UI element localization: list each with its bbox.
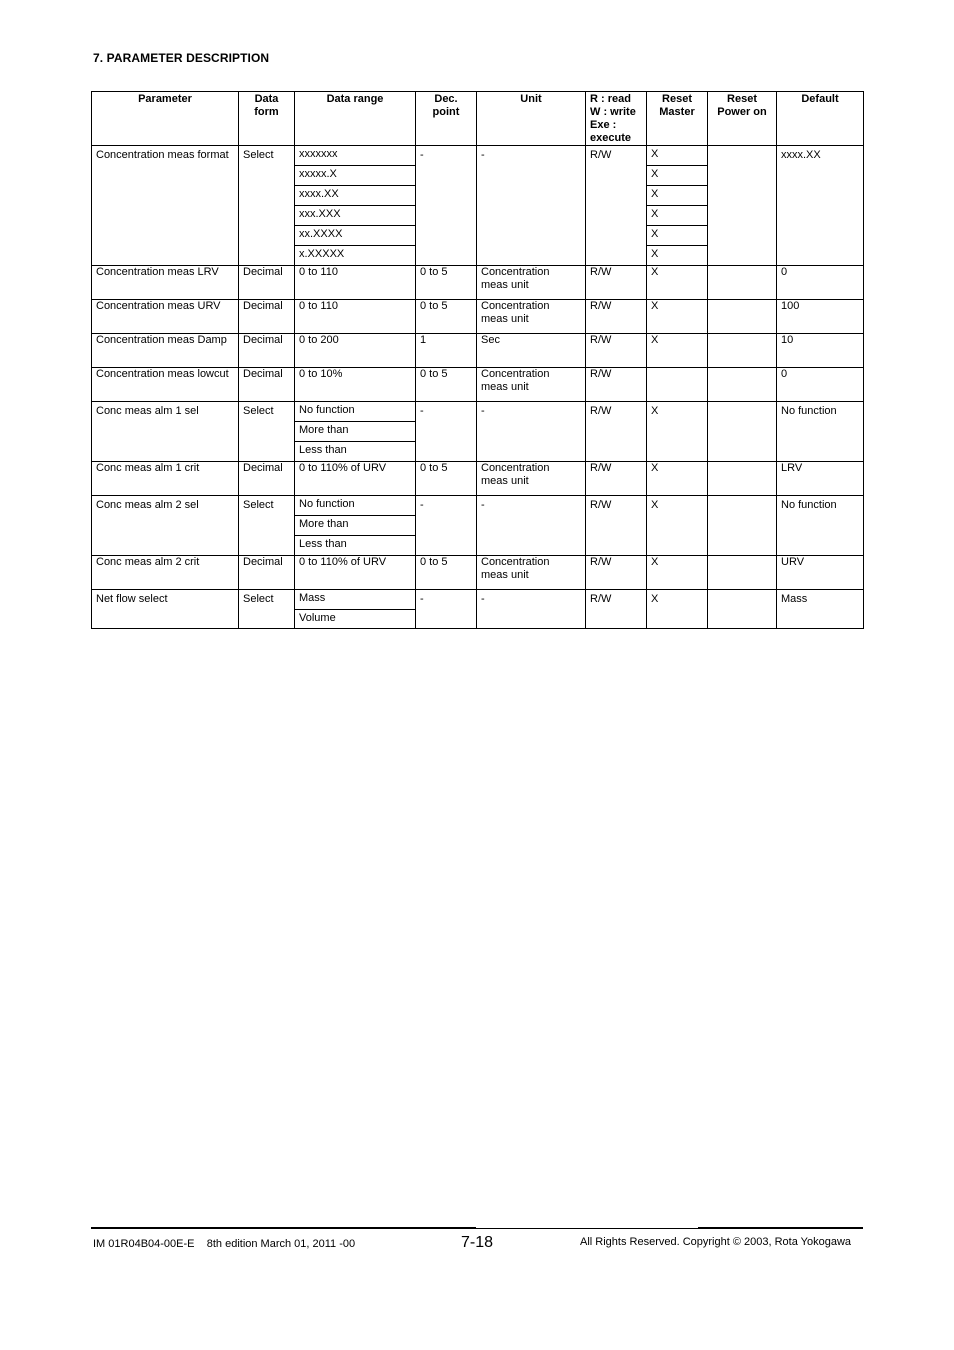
data-range-option: Mass	[295, 590, 415, 610]
reset-master-mark: X	[651, 462, 659, 474]
header-reset-power-on: Reset Power on	[708, 92, 777, 146]
unit: Concentration meas unit	[481, 266, 550, 291]
data-range-option: xxxxxxx	[295, 146, 415, 166]
reset-master-mark: X	[651, 266, 659, 278]
table-row	[92, 266, 864, 300]
decimal-point: -	[420, 593, 424, 605]
data-range-option: xxx.XXX	[295, 206, 415, 226]
decimal-point: 0 to 5	[420, 300, 448, 312]
read-write: R/W	[590, 462, 612, 474]
data-range: 0 to 200	[299, 334, 339, 346]
unit: Sec	[481, 334, 500, 346]
data-form: Decimal	[243, 462, 283, 474]
table-row	[92, 334, 864, 368]
parameter-name: Conc meas alm 1 crit	[96, 462, 200, 474]
parameter-name: Net flow select	[96, 593, 168, 605]
reset-master-mark: X	[647, 166, 707, 186]
header-read-write: R : read W : write Exe : execute	[586, 92, 647, 146]
parameter-name: Conc meas alm 1 sel	[96, 405, 199, 417]
reset-master-mark: X	[647, 146, 707, 166]
header-dec-point: Dec. point	[416, 92, 477, 146]
read-write: R/W	[590, 334, 612, 346]
read-write: R/W	[590, 368, 612, 380]
table-row	[92, 556, 864, 590]
header-default: Default	[777, 92, 864, 146]
default-value: LRV	[781, 462, 803, 474]
footer-divider	[91, 1227, 476, 1229]
footer-document-info	[93, 1238, 355, 1250]
footer-divider	[476, 1228, 698, 1229]
table-row	[92, 590, 864, 629]
decimal-point: -	[420, 405, 424, 417]
header-data-range: Data range	[295, 92, 416, 146]
default-value: 0	[781, 266, 788, 278]
reset-master-mark: X	[651, 593, 659, 605]
data-range: 0 to 110	[299, 300, 338, 312]
data-form: Select	[243, 499, 274, 511]
reset-power-on	[708, 146, 776, 149]
default-value: No function	[781, 499, 837, 511]
decimal-point: 0 to 5	[420, 266, 448, 278]
data-range-option: xx.XXXX	[295, 226, 415, 246]
decimal-point: 0 to 5	[420, 368, 448, 380]
data-range: 0 to 110% of URV	[299, 462, 387, 474]
table-row	[92, 146, 864, 266]
copyright-notice: All Rights Reserved. Copyright © 2003, Rota Yokogawa	[580, 1236, 852, 1248]
parameter-table	[91, 91, 864, 629]
section-title: 7. PARAMETER DESCRIPTION	[93, 51, 270, 65]
data-range-list	[295, 496, 416, 556]
parameter-name: Conc meas alm 2 crit	[96, 556, 200, 568]
reset-master-mark: X	[651, 300, 659, 312]
data-form: Decimal	[243, 266, 283, 278]
header-parameter: Parameter	[92, 92, 239, 146]
unit: Concentration meas unit	[481, 556, 550, 581]
document-id: IM 01R04B04-00E-E	[93, 1238, 195, 1250]
page-number: 7-18	[461, 1234, 494, 1251]
data-range-option: Less than	[299, 444, 347, 456]
parameter-name: Concentration meas format	[96, 149, 229, 161]
unit: Concentration meas unit	[481, 368, 550, 393]
data-range: 0 to 10%	[299, 368, 343, 380]
parameter-name: Concentration meas Damp	[96, 334, 227, 346]
reset-master-mark: X	[651, 334, 659, 346]
footer-divider	[698, 1227, 863, 1229]
unit: -	[481, 149, 485, 161]
decimal-point: 0 to 5	[420, 556, 448, 568]
default-value: URV	[781, 556, 805, 568]
header-reset-master: Reset Master	[647, 92, 708, 146]
reset-master-mark: X	[651, 556, 659, 568]
unit: Concentration meas unit	[481, 462, 550, 487]
default-value: xxxx.XX	[781, 149, 821, 161]
data-form: Decimal	[243, 556, 283, 568]
table-row	[92, 368, 864, 402]
parameter-name: Concentration meas LRV	[96, 266, 219, 278]
reset-master-mark: X	[647, 186, 707, 206]
data-form: Decimal	[243, 334, 283, 346]
data-form: Select	[243, 593, 274, 605]
table-row	[92, 496, 864, 556]
parameter-name: Concentration meas URV	[96, 300, 221, 312]
table-row	[92, 300, 864, 334]
read-write: R/W	[590, 405, 612, 417]
decimal-point: 0 to 5	[420, 462, 448, 474]
unit: -	[481, 593, 485, 605]
data-range-option: More than	[295, 422, 415, 442]
table-row	[92, 402, 864, 462]
reset-master-mark: X	[647, 226, 707, 246]
read-write: R/W	[590, 593, 612, 605]
reset-master-mark: X	[651, 499, 659, 511]
data-range: 0 to 110% of URV	[299, 556, 387, 568]
data-range-option: xxxx.XX	[295, 186, 415, 206]
read-write: R/W	[590, 499, 612, 511]
reset-master-mark: X	[647, 206, 707, 226]
data-form: Decimal	[243, 300, 283, 312]
decimal-point: 1	[420, 334, 427, 346]
decimal-point: -	[420, 499, 424, 511]
default-value: 100	[781, 300, 800, 312]
data-range-option: Less than	[299, 538, 347, 550]
parameter-name: Concentration meas lowcut	[96, 368, 229, 380]
reset-power-on	[708, 402, 776, 405]
data-range-option: x.XXXXX	[299, 248, 345, 260]
default-value: No function	[781, 405, 837, 417]
decimal-point: -	[420, 149, 424, 161]
data-form: Select	[243, 149, 274, 161]
read-write: R/W	[590, 266, 612, 278]
data-range-option: More than	[295, 516, 415, 536]
reset-master-list	[647, 146, 708, 266]
data-range-list	[295, 146, 416, 266]
unit: -	[481, 499, 485, 511]
parameter-name: Conc meas alm 2 sel	[96, 499, 199, 511]
read-write: R/W	[590, 300, 612, 312]
read-write: R/W	[590, 149, 612, 161]
header-data-form: Data form	[239, 92, 295, 146]
reset-power-on	[708, 496, 776, 499]
unit: -	[481, 405, 485, 417]
reset-power-on	[708, 590, 776, 593]
edition-info: 8th edition March 01, 2011 -00	[206, 1238, 356, 1250]
header-unit: Unit	[477, 92, 586, 146]
data-form: Decimal	[243, 368, 283, 380]
unit: Concentration meas unit	[481, 300, 550, 325]
read-write: R/W	[590, 556, 612, 568]
default-value: 10	[781, 334, 794, 346]
data-form: Select	[243, 405, 274, 417]
data-range-option: xxxxx.X	[295, 166, 415, 186]
reset-master-mark: X	[651, 248, 659, 260]
header-row	[92, 92, 864, 146]
reset-master-mark: X	[651, 405, 659, 417]
data-range: 0 to 110	[299, 266, 338, 278]
data-range-list	[295, 402, 416, 462]
data-range-option: No function	[295, 402, 415, 422]
default-value: Mass	[781, 593, 808, 605]
default-value: 0	[781, 368, 788, 380]
data-range-option: Volume	[299, 612, 336, 624]
data-range-list	[295, 590, 416, 629]
table-row	[92, 462, 864, 496]
data-range-option: No function	[295, 496, 415, 516]
